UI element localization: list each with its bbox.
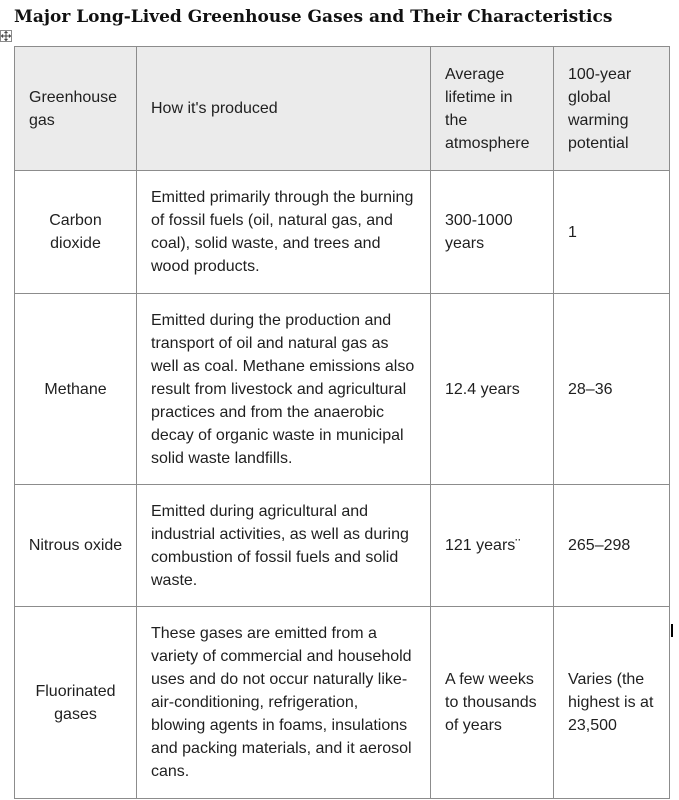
text-cursor (671, 624, 673, 637)
header-greenhouse-gas: Greenhouse gas (15, 47, 137, 171)
gas-name-cell: Methane (15, 294, 137, 485)
gas-name-cell: Fluorinated gases (15, 607, 137, 799)
gwp-cell: 265–298 (554, 485, 670, 607)
production-cell: Emitted during the production and transport of oil and natural gas as well as coal. Methane emissions also result from livestock and agricultural practices and from the anaerobic decay of organic waste in municipal solid waste landfills. (137, 294, 431, 485)
table-row (15, 171, 670, 294)
table-row (15, 485, 670, 607)
document-title: Major Long-Lived Greenhouse Gases and Their Characteristics (14, 7, 613, 27)
lifetime-cell: 300-1000 years (431, 171, 554, 294)
gas-name-cell: Carbon dioxide (15, 171, 137, 294)
table-move-handle-icon[interactable] (0, 30, 12, 42)
lifetime-cell: 12.4 years (431, 294, 554, 485)
table-row (15, 607, 670, 799)
gas-name-cell: Nitrous oxide (15, 485, 137, 607)
production-cell: Emitted during agricultural and industrial activities, as well as during combustion of fossil fuels and solid waste. (137, 485, 431, 607)
header-average-lifetime: Average lifetime in the atmosphere (431, 47, 554, 171)
table-row (15, 294, 670, 485)
gwp-cell: 1 (554, 171, 670, 294)
header-warming-potential: 100-year global warming potential (554, 47, 670, 171)
production-cell: Emitted primarily through the burning of fossil fuels (oil, natural gas, and coal), solid waste, and trees and wood products. (137, 171, 431, 294)
production-cell: These gases are emitted from a variety of commercial and household uses and do not occur naturally like-air-conditioning, refrigeration, blowing agents in foams, insulations and packing materials, and it aerosol cans. (137, 607, 431, 799)
greenhouse-gases-table (14, 46, 670, 799)
gwp-cell: Varies (the highest is at 23,500 (554, 607, 670, 799)
lifetime-cell: A few weeks to thousands of years (431, 607, 554, 799)
gwp-cell: 28–36 (554, 294, 670, 485)
table-header-row (15, 47, 670, 171)
header-how-produced: How it's produced (137, 47, 431, 171)
lifetime-cell: 121 years¨ (431, 485, 554, 607)
